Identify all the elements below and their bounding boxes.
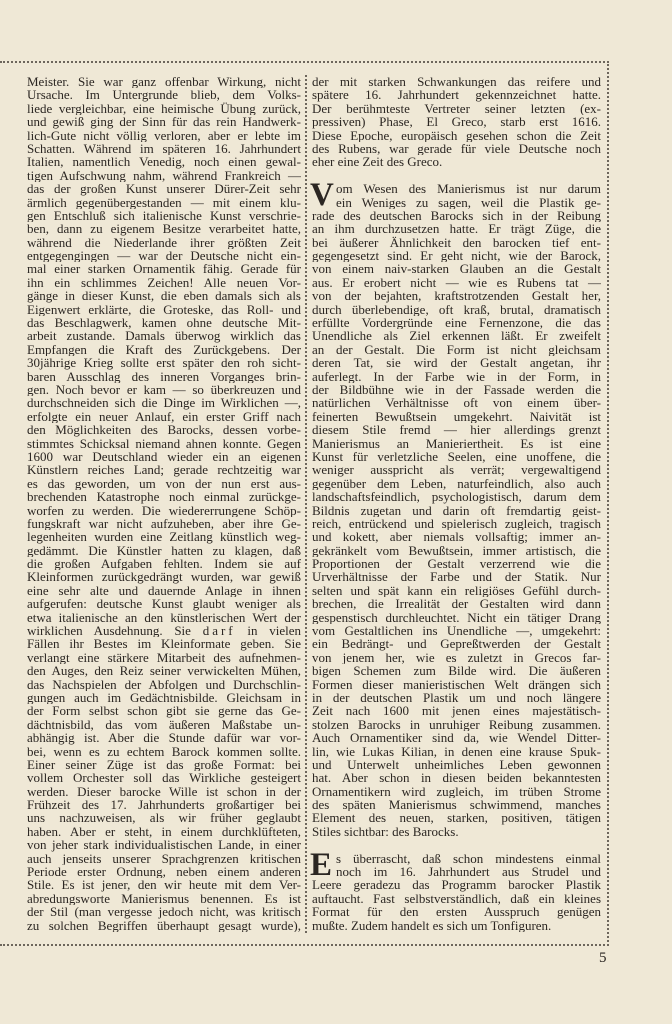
- text-line: an der Gestalt. Die Form ist nicht gleichsam: [312, 342, 601, 357]
- text-line: Ursache. Im Untergrunde blieb, dem Volks-: [27, 88, 301, 102]
- text-line: uns nachzuweisen, als wir früher geglaubt: [27, 811, 301, 825]
- text-line: 30jährige Krieg sollte erst später den roh sicht-: [27, 356, 301, 370]
- text-line: und kokett, aber niemals vollsaftig; immer an-: [312, 530, 601, 544]
- text-line: reich, entrückend und spielerisch zugleich, tragisch: [312, 516, 601, 531]
- text-line: des Rubens, war gerade für viele Deutsche noch: [312, 141, 601, 156]
- text-line: den Auges, den Reiz seiner verwickelten Mühen,: [27, 664, 301, 678]
- text-line: Element des neuen, starken, positiven, tätigen: [312, 811, 601, 825]
- text-line: auftaucht. Fast selbstverständlich, daß ein kleines: [312, 891, 601, 906]
- text-line: spätere 16. Jahrhundert gekennzeichnet hatte.: [312, 88, 601, 102]
- text-line: das Nachspielen der Abfolgen und Durchschlin-: [27, 677, 301, 691]
- text-line: stolzen Barocks in unruhiger Reibung zusammen.: [312, 717, 601, 732]
- text-line: vollem Orchester soll das Wirkliche gesteigert: [27, 771, 301, 785]
- text-line: durch überlebendige, oft kraß, brutal, dramatisch: [312, 302, 601, 317]
- text-line: auferlegt. In der Farbe wie in der Form, in: [312, 369, 601, 383]
- column-divider: [305, 75, 307, 933]
- text-line: gekränkelt vom Bewußtsein, immer artistisch, die: [312, 543, 601, 558]
- text-line: gespenstisch durchleuchtet. Nicht ein tätiger Drang: [312, 610, 601, 625]
- text-line: Urverhältnisse der Farbe und der Statik. Nur: [312, 570, 601, 584]
- text-line: aufgerufen: deutsche Kunst glaubt weniger als: [27, 597, 301, 611]
- text-line: der Bildbühne wie in der Fassade werden die: [312, 382, 601, 397]
- text-line: brechen, die Irrealität der Gestalten wird dann: [312, 597, 601, 611]
- text-line: rade des deutschen Barocks sich in der Reibung: [312, 208, 601, 223]
- text-line: ihn ein schlimmes Zeichen! Alle neuen Vor-: [27, 275, 301, 290]
- text-line: Format für den ersten Ausspruch genügen: [312, 905, 601, 919]
- text-line: die großen Aufgaben fehlten. Indem sie auf: [27, 557, 301, 571]
- text-line: ben, dann zu eigenem Besitze verarbeitet hatte,: [27, 222, 301, 236]
- text-line: Auch Ornamentiker sind da, wie Wendel Ditter-: [312, 731, 601, 745]
- text-line: erfolgte ein neuer Anlauf, ein erster Griff nach: [27, 409, 301, 424]
- text-line: gen. Noch bevor er kam — so überkreuzen und: [27, 382, 301, 397]
- text-line: liede vergleichbar, eine heimische Übung zurück,: [27, 101, 301, 116]
- text-line: pressiven) Phase, El Greco, starb erst 1616.: [312, 115, 601, 129]
- text-line: Unendliche als Ziel erkennen läßt. Er zweifelt: [312, 329, 601, 343]
- text-line: etwa italienische an den künstlerischen Wert der: [27, 610, 301, 625]
- text-line: fungskraft war nicht aufzuheben, aber ihre Ge-: [27, 516, 301, 531]
- text-line: abhängig ist. Aber die Stunde dafür war vor-: [27, 731, 301, 745]
- text-line: worfen zu werden. Die wiedererrungene Schöp-: [27, 503, 301, 517]
- text-line: landschaftsfeindlich, psychologistisch, darum dem: [312, 490, 601, 504]
- paragraph-1: [312, 75, 601, 169]
- text-line: Formen dieser manieristischen Welt drängen sich: [312, 677, 601, 691]
- text-line: s überrascht, daß schon mindestens einmal: [336, 851, 601, 866]
- text-line: gegengesetzt sind. Er geht nicht, wie der Barock,: [312, 249, 601, 263]
- text-line: mal einer starken Ornamentik fähig. Gerade für: [27, 262, 301, 276]
- text-line: an ihm durchzusetzen hatte. Er trägt Züge, die: [312, 222, 601, 236]
- text-line: von der bejahten, kraftstrotzenden Gestalt her,: [312, 289, 601, 303]
- text-line: vom Gestaltlichen ins Unendliche —, umgekehrt:: [312, 624, 601, 638]
- text-line: werden. Dieser barocke Wille ist schon in der: [27, 784, 301, 799]
- text-line: Proportionen der Gestalt verzerrend wie die: [312, 557, 601, 571]
- text-line: Manierismus an Manieriertheit. Es ist eine: [312, 436, 601, 450]
- bottom-dotted-rule: [0, 944, 609, 946]
- text-line: Einer seiner Züge ist das große Format: bei: [27, 757, 301, 772]
- left-column: [27, 75, 301, 932]
- text-line: und gewiß ging der Sinn für das rein Handwerk-: [27, 115, 301, 129]
- text-line: om Wesen des Manierismus ist nur darum: [336, 182, 601, 196]
- text-line: zu solchen Begriffen überhaupt gesagt wurde),: [27, 918, 301, 932]
- text-line: Kunst für verletzliche Seelen, eine unoffene, die: [312, 449, 601, 464]
- text-line: arbeit zustande. Damals überwog wirklich das: [27, 329, 301, 343]
- text-line: Leere geradezu das Programm barocker Plastik: [312, 878, 601, 892]
- text-line: durchschneiden sich die Dinge im Wirklichen —,: [27, 396, 301, 410]
- page-number: 5: [599, 950, 607, 966]
- text-line: Kleinformen zurückgedrängt wurden, war gewiß: [27, 570, 301, 584]
- text-line: feinerten Bewußtsein umgekehrt. Naivität ist: [312, 409, 601, 424]
- text-line: das der großen Kunst unserer Dürer-Zeit sehr: [27, 182, 301, 196]
- text-line: Der berühmteste Vertreter seiner letzten (ex-: [312, 101, 601, 116]
- text-line: Fällen ihr Bestes im Kleinformate geben. Sie: [27, 637, 301, 651]
- text-line: das Beschlagwerk, kamen ohne deutsche Mit-: [27, 316, 301, 330]
- text-line: stimmtes Schicksal niemand ahnen konnte. Gegen: [27, 436, 301, 450]
- text-line: Künstlern reiches Land; gerade rechtzeitig war: [27, 463, 301, 477]
- text-line: 1600 war Deutschland wieder ein an eigenen: [27, 449, 301, 464]
- text-line: erfüllte Vordergründe eine Fernenzone, die das: [312, 316, 601, 330]
- text-line: von jenem her, wie es zuletzt in Grecos far-: [312, 650, 601, 665]
- text-line: haben. Aber er steht, in einem durchklüfteten,: [27, 824, 301, 839]
- text-line: ärmlich gegenübergestanden — mit einem klu-: [27, 195, 301, 209]
- text-line: weniger ausspricht als verrät; vergewaltigend: [312, 463, 601, 477]
- text-line: gänge in dieser Kunst, die eben damals sich als: [27, 289, 301, 303]
- text-line: baren Ausschlag des inneren Vorganges brin-: [27, 369, 301, 383]
- text-line: noch im 16. Jahrhundert aus Strudel und: [336, 865, 601, 879]
- text-line: Schatten. Während im späteren 16. Jahrhundert: [27, 141, 301, 156]
- text-line: dächtnisbild, das vom äußeren Maßstabe un-: [27, 717, 301, 732]
- text-line: Zeit nach 1600 mit jenen eines majestätisch-: [312, 704, 601, 718]
- text-line: des späten Manierismus schwimmend, manches: [312, 798, 601, 812]
- text-line: brechenden Katastrophe noch einmal zurückge-: [27, 490, 301, 504]
- text-line: tigen Aufschwung nahm, während Frankreich —: [27, 168, 301, 183]
- text-line: es das geworden, um von der nun erst aus-: [27, 476, 301, 491]
- text-line: Periode erster Ordnung, neben einem anderen: [27, 865, 301, 879]
- text-line: Frühzeit des 17. Jahrhunderts großartiger bei: [27, 798, 301, 812]
- text-line: Empfangen die Kraft des Zurückgebens. Der: [27, 342, 301, 357]
- text-line: der Form selbst schon gibt sie gerne das Ge-: [27, 704, 301, 718]
- text-line: von einem naiv-starken Glauben an die Gestalt: [312, 262, 601, 276]
- text-line: deren Tat, sie wird der Gestalt angetan, ihr: [312, 356, 601, 370]
- text-line: entgegengingen — war der Deutsche nicht ein-: [27, 249, 301, 263]
- text-line: den Möglichkeiten des Barocks, dessen vorbe-: [27, 423, 301, 437]
- text-line: ein Bedrängt- und Gepreßtwerden der Gestalt: [312, 637, 601, 651]
- right-dotted-rule: [607, 61, 609, 946]
- text-line: hat. Aber schon in diesen beiden bekanntesten: [312, 771, 601, 785]
- text-line: und Unterwelt unheimliches Leben gewonnen: [312, 757, 601, 772]
- text-line: lich-Gute nicht völlig verloren, aber er lebte im: [27, 128, 301, 142]
- text-line: in der deutschen Plastik um und noch längere: [312, 690, 601, 705]
- text-line: Eigenwert erklärte, die Groteske, das Roll- und: [27, 302, 301, 317]
- text-line: abredungsworte Manierismus benennen. Es ist: [27, 891, 301, 906]
- text-line: lin, wie Lukas Kilian, in denen eine krause Spuk-: [312, 744, 601, 758]
- drop-cap: E: [310, 846, 333, 883]
- text-line: verlangt eine stärkere Mitarbeit des aufnehmen-: [27, 650, 301, 665]
- text-line: Diese Epoche, europäisch gesehen schon die Zeit: [312, 128, 601, 142]
- text-line: gungen auch im Gedächtnisbilde. Gleichsam in: [27, 690, 301, 705]
- text-line: Bildnis zugetan und darin oft fremdartig geist-: [312, 503, 601, 517]
- text-line: legenheiten wurden eine Zeitlang künstlich weg-: [27, 530, 301, 544]
- text-line: ein Weniges zu sagen, weil die Plastik ge-: [336, 195, 601, 209]
- text-line: der Stil (man vergesse jedoch nicht, was kritisch: [27, 905, 301, 919]
- text-line: während die Niederlande ihrer größten Zeit: [27, 235, 301, 250]
- top-dotted-rule: [0, 61, 609, 63]
- text-line: gegenüber dem Leben, naturfeindlich, also auch: [312, 476, 601, 491]
- emphasis: darf: [202, 624, 236, 638]
- text-line: eine sehr alte und dauernde Anlage in ihnen: [27, 583, 301, 598]
- text-line: selten und spät kann ein religiöses Gefühl durch-: [312, 583, 601, 598]
- drop-cap: V: [310, 177, 334, 214]
- text-line: natürlichen Verhältnisse oft von einem über-: [312, 396, 601, 410]
- text-line: diesem Stile fremd — hier allerdings grenzt: [312, 423, 601, 437]
- text-line: Stile. Es ist jener, den wir heute mit dem Ver-: [27, 878, 301, 892]
- text-line: Italien, namentlich Venedig, noch einen gewal-: [27, 155, 301, 169]
- paragraph-2: [310, 177, 601, 839]
- text-line: Stiles sichtbar: des Barocks.: [312, 824, 459, 839]
- text-line: mußte. Zudem handelt es sich um Tonfiguren.: [312, 918, 552, 932]
- text-line: auch jenseits unserer Sprachgrenzen kritischen: [27, 851, 301, 866]
- text-line: gedämmt. Die Künstler hatten zu klagen, daß: [27, 543, 301, 558]
- text-line: eher eine Zeit des Greco.: [312, 155, 443, 169]
- text-line: wirklichen Ausdehnung. Sie darf in vielen: [27, 624, 301, 638]
- text-line: Ornamentikern wird zugleich, im trüben Strome: [312, 784, 601, 799]
- text-line: Meister. Sie war ganz offenbar Wirkung, nicht: [27, 75, 301, 89]
- right-column: [312, 75, 601, 932]
- text-line: aus. Er erobert nicht — wie es Rubens tat —: [312, 275, 601, 290]
- text-line: bei äußerer Ähnlichkeit den barocken tief ent-: [312, 235, 601, 250]
- paragraph-3: [310, 846, 601, 932]
- text-line: bei, wenn es zu echtem Barock kommen sollte.: [27, 744, 301, 758]
- text-line: der mit starken Schwankungen das reifere und: [312, 75, 601, 89]
- text-line: bigen Schemen zum Bilde wird. Die äußeren: [312, 664, 601, 678]
- text-line: von jeher stark individualistischen Lande, in einer: [27, 838, 301, 852]
- text-line: gen Entschluß sich italienische Kunst verschrie-: [27, 208, 301, 223]
